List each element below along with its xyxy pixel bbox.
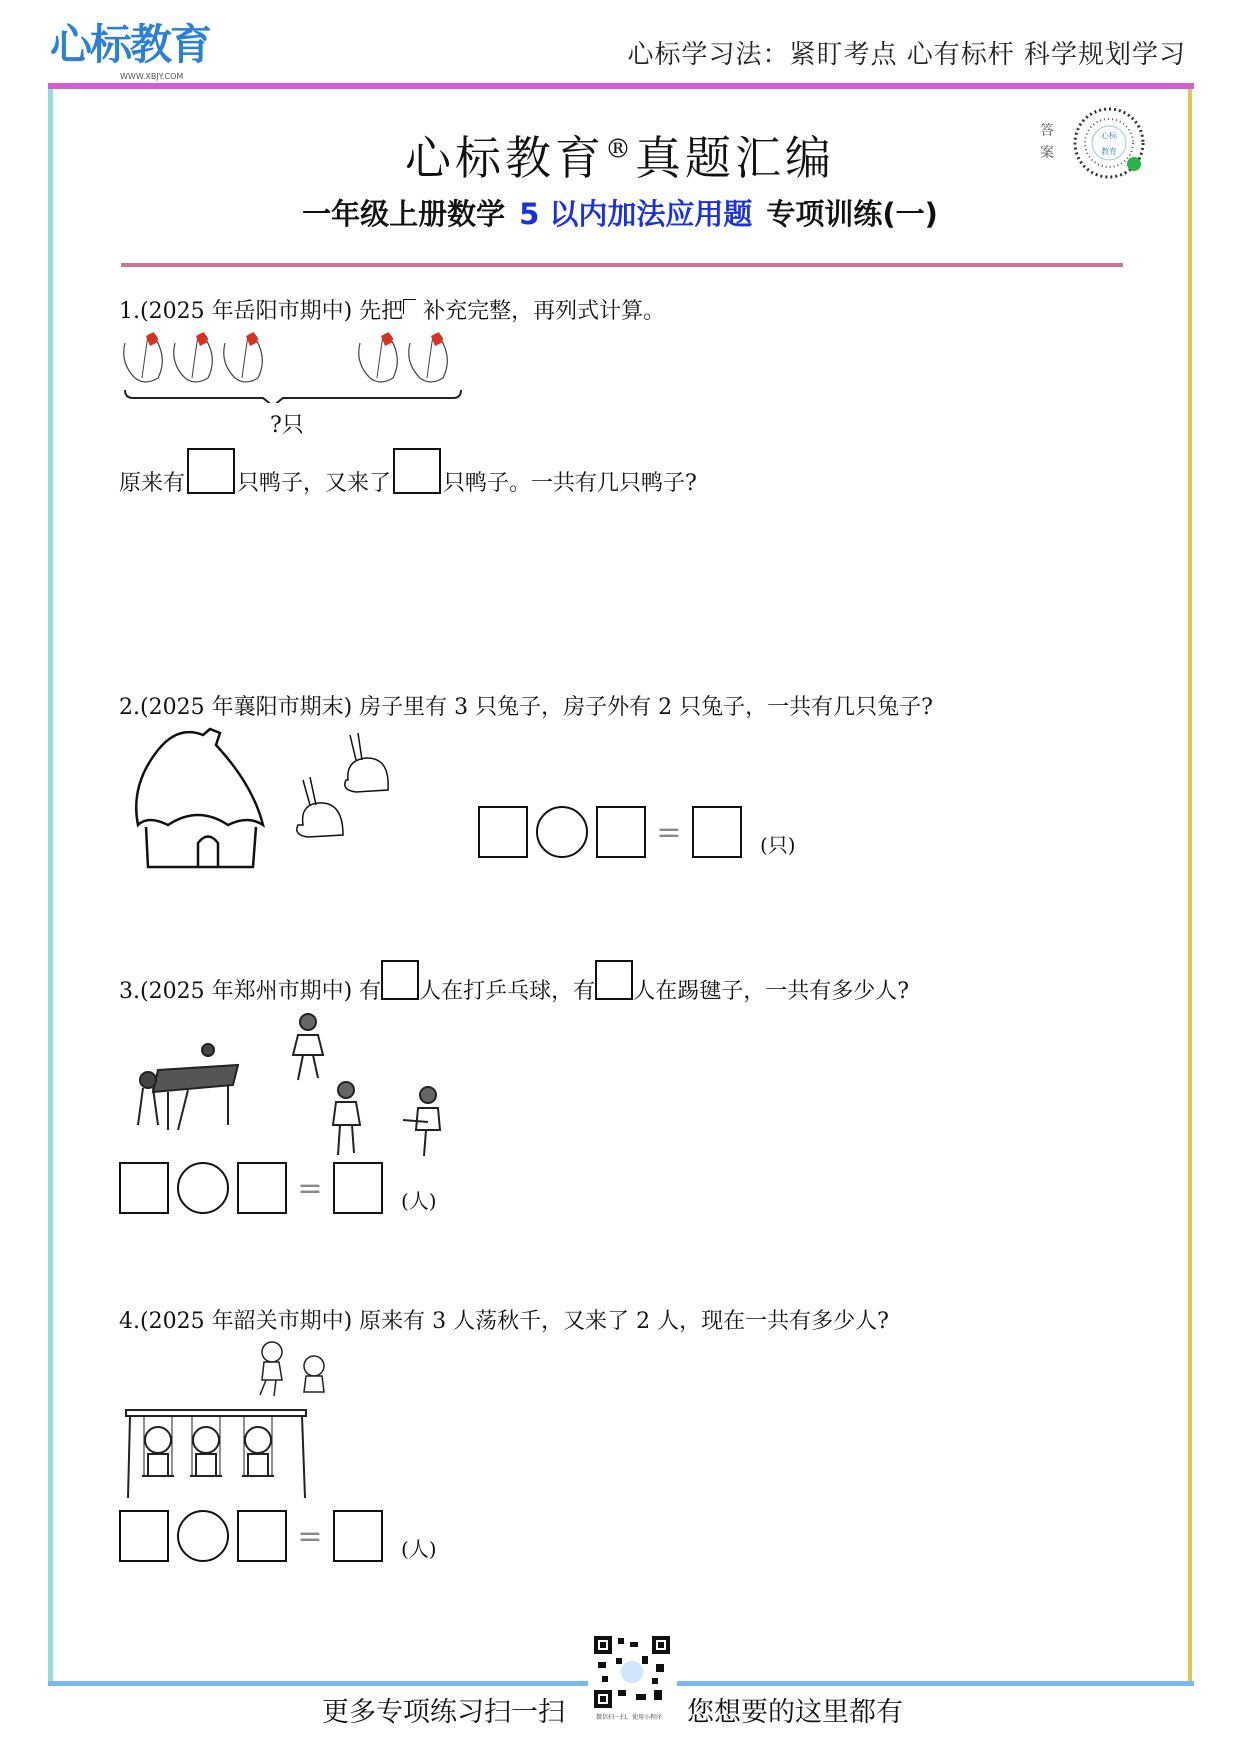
operator-circle[interactable] — [177, 1162, 229, 1214]
ping-pong-table-icon — [138, 1044, 238, 1130]
question-3: 3.(2025 年郑州市期中) 有 人在打乒乓球，有 人在踢毽子，一共有多少人? — [119, 960, 909, 1005]
running-kids-icon — [260, 1342, 324, 1396]
answer-label: 答案 — [1040, 123, 1054, 161]
footer-right-text: 您想要的这里都有 — [687, 1697, 903, 1728]
answer-box[interactable] — [119, 1510, 169, 1562]
answer-box[interactable] — [478, 806, 528, 858]
answer-box[interactable] — [187, 448, 235, 494]
right-border — [1188, 89, 1192, 1685]
swing-set-icon — [126, 1410, 306, 1498]
equals-sign: = — [297, 1518, 323, 1554]
question-4: 4.(2025 年韶关市期中) 原来有 3 人荡秋千，又来了 2 人，现在一共有多少人? — [119, 1309, 889, 1334]
answer-box[interactable] — [119, 1162, 169, 1214]
unit-label: (人) — [401, 1189, 437, 1213]
swans-illustration — [120, 328, 465, 403]
answer-box[interactable] — [596, 806, 646, 858]
equals-sign: = — [297, 1170, 323, 1206]
equation-row-4 — [119, 1510, 437, 1562]
page-title: 心标教育®真题汇编 — [405, 131, 835, 185]
rabbit-icon — [297, 777, 343, 837]
header-tagline: 心标学习法：紧盯考点 心有标杆 科学规划学习 — [627, 40, 1186, 70]
footer-left-text: 更多专项练习扫一扫 — [322, 1697, 565, 1728]
operator-circle[interactable] — [536, 806, 588, 858]
house-rabbits-illustration — [128, 725, 468, 875]
equals-sign: = — [656, 814, 682, 850]
answer-box[interactable] — [595, 960, 633, 1000]
subtitle-highlight: 5 以内加法应用题 — [519, 197, 753, 231]
bottom-border-right — [677, 1681, 1194, 1686]
qr-logo-bottom: 教育 — [1101, 147, 1117, 156]
answer-box[interactable] — [237, 1510, 287, 1562]
rabbit-icon — [345, 733, 388, 792]
answer-box[interactable] — [381, 960, 419, 1000]
question-1: 1.(2025 年岳阳市期中) 先把 补充完整，再列式计算。 — [119, 299, 666, 324]
question-2: 2.(2025 年襄阳市期末) 房子里有 3 只兔子，房子外有 2 只兔子，一共有几只兔子? — [119, 695, 933, 720]
operator-circle[interactable] — [177, 1510, 229, 1562]
ping-pong-shuttlecock-illustration — [128, 1010, 458, 1160]
answer-box[interactable] — [692, 806, 742, 858]
answer-box[interactable] — [237, 1162, 287, 1214]
child-figure-icon — [293, 1014, 440, 1156]
footer-qr-code-icon[interactable] — [592, 1634, 672, 1710]
page-subtitle: 一年级上册数学 5 以内加法应用题 专项训练(一) — [302, 197, 938, 231]
answer-box[interactable] — [333, 1510, 383, 1562]
equation-row-3 — [119, 1162, 437, 1214]
brand-logo: 心标教育 — [50, 20, 211, 69]
qr-logo-top: 心标 — [1101, 131, 1117, 140]
top-border — [48, 83, 1194, 89]
answer-qr-code-icon[interactable] — [1072, 106, 1150, 180]
swing-illustration — [124, 1340, 334, 1505]
unit-label: (只) — [760, 833, 796, 857]
bottom-border-left — [48, 1681, 588, 1686]
equation-row-2 — [478, 806, 796, 858]
swan-icon — [124, 332, 163, 382]
brace-label: ?只 — [270, 413, 304, 438]
qr-caption: 微信扫一扫，使用小程序 — [596, 1714, 663, 1721]
question-1-fill-sentence: 原来有 只鸭子，又来了 只鸭子。一共有几只鸭子? — [119, 448, 697, 497]
left-border — [48, 89, 53, 1685]
house-icon — [136, 729, 263, 867]
unit-label: (人) — [401, 1537, 437, 1561]
answer-box[interactable] — [393, 448, 441, 494]
section-divider — [121, 263, 1123, 267]
brace-symbol-icon — [403, 299, 416, 314]
answer-box[interactable] — [333, 1162, 383, 1214]
logo-url: WWW.XBJY.COM — [120, 72, 184, 81]
